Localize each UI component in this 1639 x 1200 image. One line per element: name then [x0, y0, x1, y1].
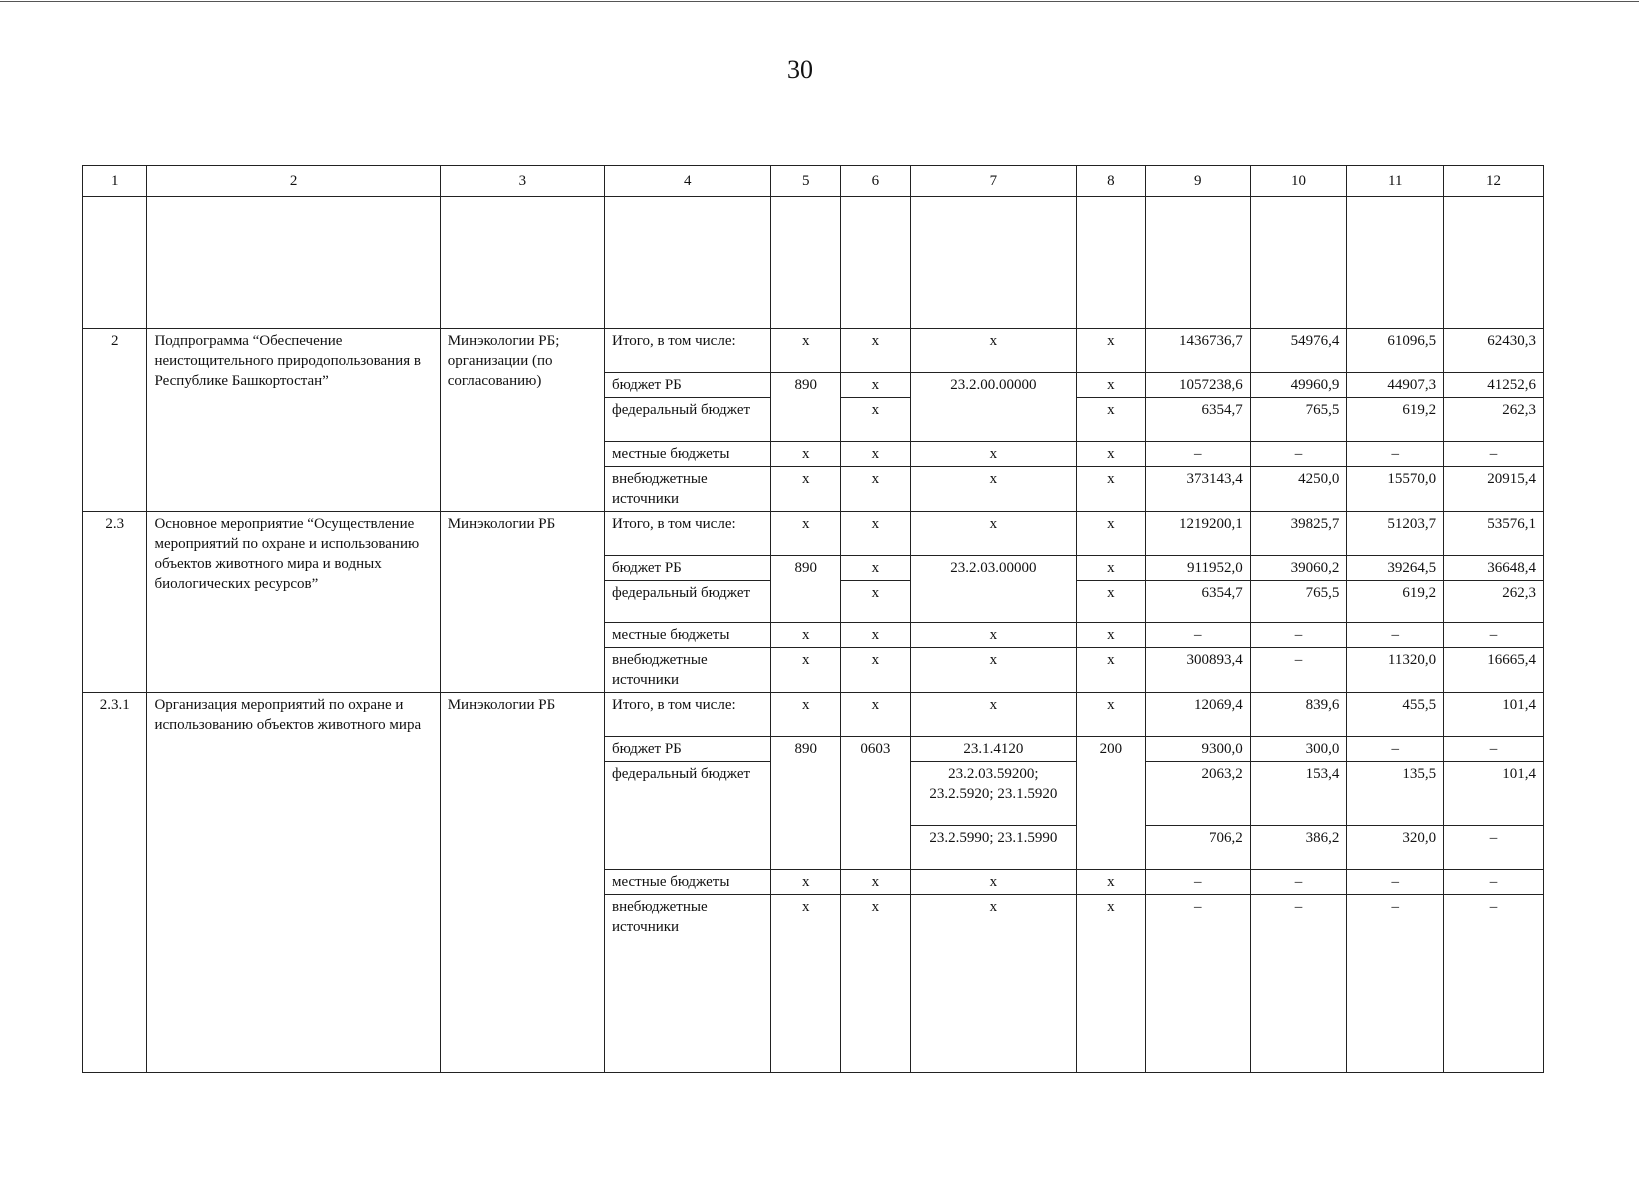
empty-cell — [910, 197, 1076, 329]
cell: 890 — [771, 373, 841, 442]
amount-cell: 61096,5 — [1347, 329, 1444, 373]
cell: x — [910, 693, 1076, 737]
empty-cell — [83, 197, 147, 329]
amount-cell: – — [1444, 870, 1544, 895]
cell: x — [910, 467, 1076, 512]
amount-cell: – — [1347, 442, 1444, 467]
amount-cell: 706,2 — [1145, 826, 1250, 870]
col-header: 1 — [83, 166, 147, 197]
amount-cell: – — [1347, 895, 1444, 1073]
cell: x — [1077, 581, 1146, 623]
cell: x — [771, 442, 841, 467]
amount-cell: 300,0 — [1250, 737, 1347, 762]
amount-cell: 1219200,1 — [1145, 512, 1250, 556]
amount-cell: 839,6 — [1250, 693, 1347, 737]
item-executor: Минэкологии РБ — [440, 693, 604, 1073]
col-header: 4 — [605, 166, 771, 197]
table-row — [83, 512, 1544, 556]
cell: x — [1077, 373, 1146, 398]
item-executor: Минэкологии РБ; организации (по согласованию) — [440, 329, 604, 512]
cell: x — [771, 870, 841, 895]
cell: x — [841, 556, 911, 581]
cell: x — [841, 623, 911, 648]
cell: x — [1077, 398, 1146, 442]
budget-table — [82, 165, 1544, 1073]
source-label: бюджет РБ — [605, 556, 771, 581]
amount-cell: – — [1444, 826, 1544, 870]
amount-cell: – — [1145, 442, 1250, 467]
empty-row — [83, 197, 1544, 329]
item-executor: Минэкологии РБ — [440, 512, 604, 693]
cell: x — [841, 693, 911, 737]
amount-cell: 262,3 — [1444, 581, 1544, 623]
amount-cell: – — [1347, 737, 1444, 762]
empty-cell — [1444, 197, 1544, 329]
item-number: 2.3 — [83, 512, 147, 693]
amount-cell: 15570,0 — [1347, 467, 1444, 512]
cell: x — [910, 512, 1076, 556]
source-label: местные бюджеты — [605, 442, 771, 467]
amount-cell: 619,2 — [1347, 398, 1444, 442]
cell: x — [841, 373, 911, 398]
cell: x — [1077, 556, 1146, 581]
item-name: Основное мероприятие “Осуществление мероприятий по охране и использованию объектов животного мира и водных биологических ресурсов” — [147, 512, 440, 693]
cell: x — [1077, 442, 1146, 467]
source-label: Итого, в том числе: — [605, 693, 771, 737]
cell: x — [771, 648, 841, 693]
source-label: Итого, в том числе: — [605, 512, 771, 556]
amount-cell: – — [1444, 737, 1544, 762]
cell: x — [1077, 467, 1146, 512]
cell: 23.2.5990; 23.1.5990 — [910, 826, 1076, 870]
amount-cell: 9300,0 — [1145, 737, 1250, 762]
cell: x — [771, 512, 841, 556]
amount-cell: 1057238,6 — [1145, 373, 1250, 398]
cell: x — [1077, 895, 1146, 1073]
cell: x — [1077, 870, 1146, 895]
amount-cell: 4250,0 — [1250, 467, 1347, 512]
item-name: Подпрограмма “Обеспечение неистощительного природопользования в Республике Башкортостан” — [147, 329, 440, 512]
cell: x — [841, 467, 911, 512]
cell: x — [841, 895, 911, 1073]
cell: 200 — [1077, 737, 1146, 870]
cell: x — [841, 512, 911, 556]
cell: x — [910, 870, 1076, 895]
empty-cell — [440, 197, 604, 329]
amount-cell: 53576,1 — [1444, 512, 1544, 556]
item-number: 2 — [83, 329, 147, 512]
empty-cell — [1145, 197, 1250, 329]
source-label: федеральный бюджет — [605, 762, 771, 870]
empty-cell — [841, 197, 911, 329]
amount-cell: 41252,6 — [1444, 373, 1544, 398]
amount-cell: 300893,4 — [1145, 648, 1250, 693]
empty-cell — [147, 197, 440, 329]
cell: x — [910, 623, 1076, 648]
amount-cell: 619,2 — [1347, 581, 1444, 623]
amount-cell: 765,5 — [1250, 398, 1347, 442]
item-number: 2.3.1 — [83, 693, 147, 1073]
source-label: внебюджетные источники — [605, 895, 771, 1073]
amount-cell: 62430,3 — [1444, 329, 1544, 373]
cell: x — [771, 895, 841, 1073]
empty-cell — [605, 197, 771, 329]
cell: x — [841, 329, 911, 373]
cell: x — [841, 648, 911, 693]
amount-cell: – — [1347, 623, 1444, 648]
col-header: 7 — [910, 166, 1076, 197]
amount-cell: 39825,7 — [1250, 512, 1347, 556]
empty-cell — [1077, 197, 1146, 329]
source-label: федеральный бюджет — [605, 398, 771, 442]
empty-cell — [1250, 197, 1347, 329]
amount-cell: 101,4 — [1444, 693, 1544, 737]
cell: x — [910, 442, 1076, 467]
source-label: внебюджетные источники — [605, 648, 771, 693]
cell: x — [841, 581, 911, 623]
col-header: 5 — [771, 166, 841, 197]
amount-cell: 135,5 — [1347, 762, 1444, 826]
source-label: Итого, в том числе: — [605, 329, 771, 373]
amount-cell: – — [1347, 870, 1444, 895]
cell: x — [841, 442, 911, 467]
table-row — [83, 329, 1544, 373]
amount-cell: 39060,2 — [1250, 556, 1347, 581]
source-label: федеральный бюджет — [605, 581, 771, 623]
column-numbers-row — [83, 166, 1544, 197]
amount-cell: – — [1250, 895, 1347, 1073]
source-label: бюджет РБ — [605, 373, 771, 398]
empty-cell — [771, 197, 841, 329]
amount-cell: – — [1250, 648, 1347, 693]
col-header: 9 — [1145, 166, 1250, 197]
cell: 23.1.4120 — [910, 737, 1076, 762]
cell: x — [910, 648, 1076, 693]
item-name: Организация мероприятий по охране и использованию объектов животного мира — [147, 693, 440, 1073]
amount-cell: 49960,9 — [1250, 373, 1347, 398]
cell: x — [1077, 693, 1146, 737]
col-header: 8 — [1077, 166, 1146, 197]
amount-cell: 11320,0 — [1347, 648, 1444, 693]
source-label: внебюджетные источники — [605, 467, 771, 512]
amount-cell: – — [1250, 442, 1347, 467]
amount-cell: 386,2 — [1250, 826, 1347, 870]
cell: x — [771, 329, 841, 373]
cell: x — [1077, 648, 1146, 693]
amount-cell: – — [1444, 895, 1544, 1073]
col-header: 11 — [1347, 166, 1444, 197]
source-label: местные бюджеты — [605, 623, 771, 648]
amount-cell: 6354,7 — [1145, 398, 1250, 442]
amount-cell: 911952,0 — [1145, 556, 1250, 581]
cell: 23.2.00.00000 — [910, 373, 1076, 442]
source-label: бюджет РБ — [605, 737, 771, 762]
cell: x — [841, 398, 911, 442]
amount-cell: – — [1444, 442, 1544, 467]
cell: x — [771, 693, 841, 737]
cell: x — [841, 870, 911, 895]
col-header: 6 — [841, 166, 911, 197]
amount-cell: – — [1250, 870, 1347, 895]
amount-cell: 16665,4 — [1444, 648, 1544, 693]
cell: x — [771, 623, 841, 648]
page-number: 30 — [787, 55, 813, 84]
amount-cell: – — [1444, 623, 1544, 648]
amount-cell: 262,3 — [1444, 398, 1544, 442]
amount-cell: 320,0 — [1347, 826, 1444, 870]
cell: 0603 — [841, 737, 911, 870]
source-label: местные бюджеты — [605, 870, 771, 895]
amount-cell: – — [1145, 623, 1250, 648]
cell: x — [910, 895, 1076, 1073]
amount-cell: 54976,4 — [1250, 329, 1347, 373]
amount-cell: 373143,4 — [1145, 467, 1250, 512]
amount-cell: 51203,7 — [1347, 512, 1444, 556]
amount-cell: 1436736,7 — [1145, 329, 1250, 373]
cell: x — [771, 467, 841, 512]
cell: x — [1077, 623, 1146, 648]
amount-cell: – — [1145, 870, 1250, 895]
amount-cell: 36648,4 — [1444, 556, 1544, 581]
amount-cell: 2063,2 — [1145, 762, 1250, 826]
top-border-line — [0, 1, 1639, 2]
amount-cell: 765,5 — [1250, 581, 1347, 623]
amount-cell: – — [1145, 895, 1250, 1073]
amount-cell: 20915,4 — [1444, 467, 1544, 512]
col-header: 3 — [440, 166, 604, 197]
col-header: 2 — [147, 166, 440, 197]
amount-cell: 44907,3 — [1347, 373, 1444, 398]
amount-cell: 12069,4 — [1145, 693, 1250, 737]
table-row — [83, 693, 1544, 737]
cell: 890 — [771, 556, 841, 623]
amount-cell: 153,4 — [1250, 762, 1347, 826]
amount-cell: 455,5 — [1347, 693, 1444, 737]
col-header: 12 — [1444, 166, 1544, 197]
cell: x — [910, 329, 1076, 373]
amount-cell: 101,4 — [1444, 762, 1544, 826]
empty-cell — [1347, 197, 1444, 329]
cell: x — [1077, 512, 1146, 556]
cell: x — [1077, 329, 1146, 373]
cell: 23.2.03.59200; 23.2.5920; 23.1.5920 — [910, 762, 1076, 826]
amount-cell: 6354,7 — [1145, 581, 1250, 623]
cell: 890 — [771, 737, 841, 870]
amount-cell: – — [1250, 623, 1347, 648]
amount-cell: 39264,5 — [1347, 556, 1444, 581]
col-header: 10 — [1250, 166, 1347, 197]
cell: 23.2.03.00000 — [910, 556, 1076, 623]
